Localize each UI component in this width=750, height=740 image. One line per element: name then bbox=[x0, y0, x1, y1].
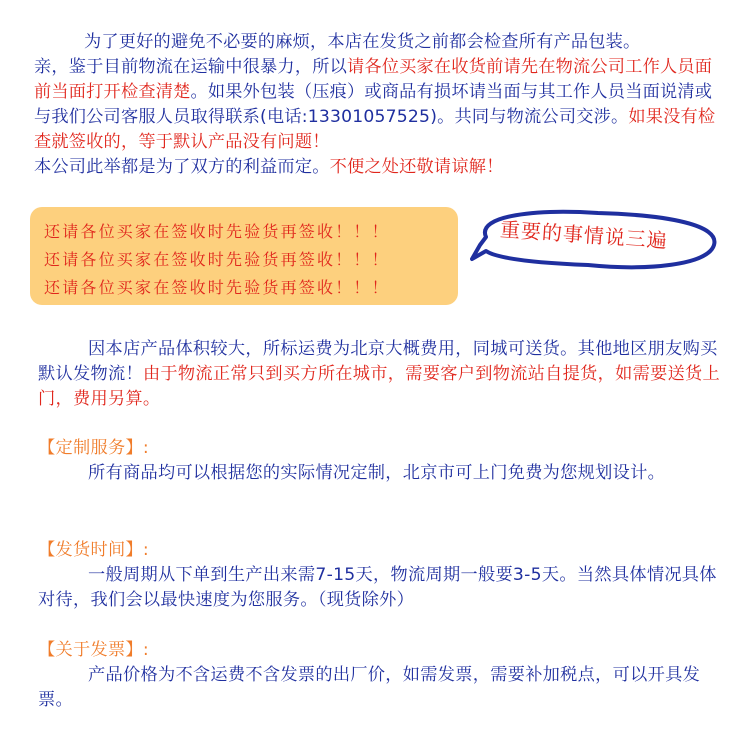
custom-service-heading: 【定制服务】: bbox=[38, 438, 150, 458]
warning-line-1: 还请各位买家在签收时先验货再签收！！！ bbox=[44, 222, 390, 241]
delivery-time-body: 一般周期从下单到生产出来需7-15天，物流周期一般要3-5天。当然具体情况具体对待，我们会以最快速度为您服务。（现货除外） bbox=[38, 565, 717, 610]
invoice-heading: 【关于发票】: bbox=[38, 640, 150, 660]
delivery-time-heading: 【发货时间】: bbox=[38, 540, 150, 560]
shipping-highlight: 由于物流正常只到买方所在城市，需要客户到物流站自提货，如需要送货上门，费用另算。 bbox=[38, 364, 721, 409]
speech-bubble bbox=[468, 207, 720, 271]
intro-paragraph-3 bbox=[34, 155, 724, 180]
shipping-notice bbox=[38, 337, 728, 412]
intro-text: 本公司此举都是为了双方的利益而定。 bbox=[34, 157, 330, 177]
intro-highlight: 请各位买家在收货前请先在物流公司工作人员面前当面打开检查清楚 bbox=[34, 57, 713, 102]
warning-line-2: 还请各位买家在签收时先验货再签收！！！ bbox=[44, 250, 390, 269]
notice-intro bbox=[34, 30, 724, 180]
shipping-text: 因本店产品体积较大，所标运费为北京大概费用，同城可送货。其他地区朋友购买默认发物流！ bbox=[38, 339, 718, 384]
delivery-time-section bbox=[38, 538, 728, 613]
invoice-body: 产品价格为不含运费不含发票的出厂价，如需发票，需要补加税点，可以开具发票。 bbox=[38, 665, 701, 710]
intro-highlight: 如果没有检查就签收的，等于默认产品没有问题！ bbox=[34, 107, 716, 152]
intro-text: 亲，鉴于目前物流在运输中很暴力，所以 bbox=[34, 57, 347, 77]
shipping-paragraph bbox=[38, 337, 728, 412]
invoice-section bbox=[38, 638, 728, 713]
intro-paragraph-2 bbox=[34, 55, 724, 155]
intro-text: 。如果外包装（压痕）或商品有损坏请当面与其工作人员当面说清或与我们公司客服人员取得联系(电话:13301057525)。共同与物流公司交涉。 bbox=[34, 82, 713, 127]
intro-highlight: 不便之处还敬请谅解！ bbox=[329, 157, 504, 177]
intro-paragraph-1: 为了更好的避免不必要的麻烦，本店在发货之前都会检查所有产品包装。 bbox=[84, 32, 641, 52]
warning-line-3: 还请各位买家在签收时先验货再签收！！！ bbox=[44, 278, 390, 297]
warning-box bbox=[30, 207, 458, 305]
custom-service-body: 所有商品均可以根据您的实际情况定制，北京市可上门免费为您规划设计。 bbox=[88, 463, 666, 483]
speech-bubble-text: 重要的事情说三遍 bbox=[499, 217, 669, 253]
custom-service-section bbox=[38, 436, 728, 486]
